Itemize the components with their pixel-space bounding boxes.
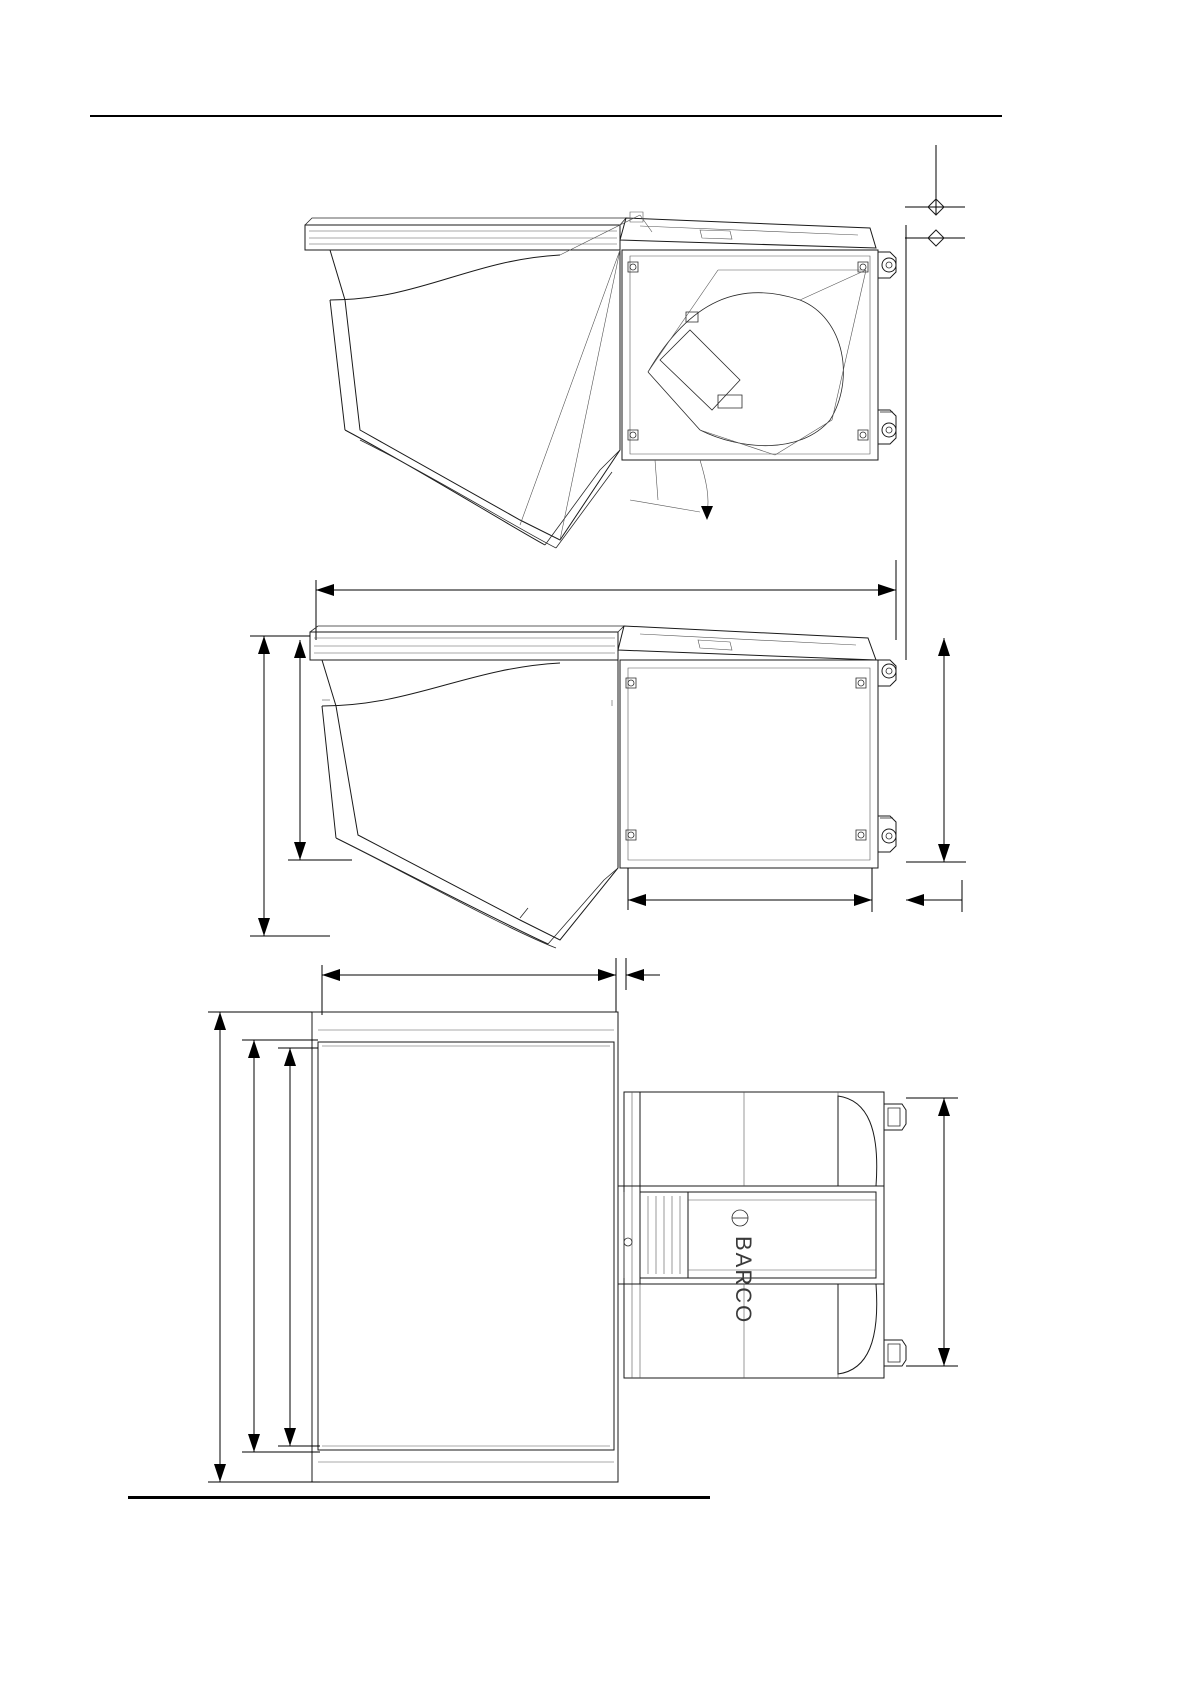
view3-inner-height-dim: [242, 1040, 320, 1452]
rear-offset-dim-2: [906, 880, 962, 912]
body-height-dim: [288, 640, 352, 860]
front-and-rear-view: [312, 1012, 906, 1482]
body-length-dim: [628, 868, 872, 912]
view3-panel-height-dim: [278, 1048, 320, 1446]
overall-height-dim: [906, 638, 966, 862]
screen-height-dim: [250, 636, 330, 936]
front-width-dim: [322, 958, 660, 1015]
overall-length-dim: [316, 560, 896, 640]
barco-logo-text: BARCO: [731, 1236, 756, 1325]
rear-offset-dim: [905, 145, 965, 246]
view3-outer-height-dim: [208, 1012, 320, 1482]
depth-dim: [906, 1098, 958, 1366]
top-perspective-view: [305, 212, 896, 548]
